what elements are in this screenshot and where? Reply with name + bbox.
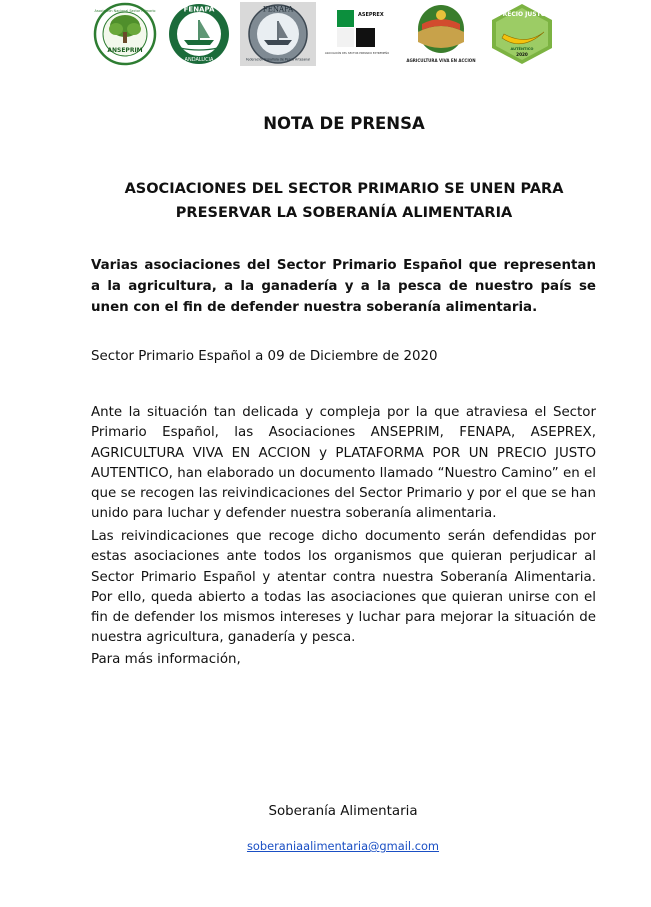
svg-text:AUTÉNTICO: AUTÉNTICO — [510, 47, 534, 51]
agricultura-viva-logo — [398, 2, 484, 66]
svg-text:ASOCIACIÓN DEL SECTOR PRIMARIO: ASOCIACIÓN DEL SECTOR PRIMARIO EXTREMEÑO — [324, 52, 390, 55]
svg-text:Asociación Nacional Sector Pri: Asociación Nacional Sector Primario — [94, 9, 156, 13]
email-link[interactable]: soberaniaalimentaria@gmail.com — [246, 839, 440, 853]
dateline: Sector Primario Español a 09 de Diciembre de 2020 — [91, 349, 438, 364]
fenapa-andalucia-logo — [164, 2, 234, 66]
body-paragraph-1: Ante la situación tan delicada y compleja por la que atraviesa el Sector Primario Español, las Asociaciones ANSEPRIM, FENAPA, ASEPREX, AGRICULTURA VIVA EN ACCION y PLATAFORMA POR UN PRECIO JUSTO AUTENTICO, han elaborado un documento llamado “Nuestro Camino” en el que se recogen las reivindicaciones del Sector Primario y por el que se han unido para luchar y defender nuestra soberanía alimentaria. — [91, 405, 596, 522]
headline-line-1: ASOCIACIONES DEL SECTOR PRIMARIO SE UNEN PARA — [124, 181, 564, 197]
svg-text:FENAPA: FENAPA — [262, 5, 294, 14]
body-paragraph-2: Las reivindicaciones que recoge dicho documento serán defendidas por estas asociaciones ante todos los organismos que quieran perjudicar al Sector Primario Español y atentar contra nuestra Soberanía Alimentaria. Por ello, queda abierto a todas las asociaciones que quieran unirse con el fin de defender los mismos intereses y luchar para mejorar la situación de nuestra agricultura, ganadería y pesca. — [91, 529, 596, 646]
aseprex-logo — [322, 2, 392, 66]
lead-paragraph: Varias asociaciones del Sector Primario Español que representan a la agricultura, a la ganadería y a la pesca de nuestro país se unen con el fin de defender nuestra soberanía alimentaria. — [91, 258, 596, 315]
headline — [100, 177, 588, 225]
svg-text:ANDALUCIA: ANDALUCIA — [184, 57, 214, 63]
press-release-title: NOTA DE PRENSA — [263, 114, 425, 133]
svg-text:PRECIO JUSTO: PRECIO JUSTO — [498, 11, 546, 18]
body-paragraph-3: Para más información, — [91, 652, 241, 667]
logo-strip — [0, 0, 651, 70]
svg-text:ASEPREX: ASEPREX — [358, 12, 384, 18]
svg-text:AGRICULTURA VIVA EN ACCION: AGRICULTURA VIVA EN ACCION — [406, 58, 476, 63]
svg-text:ANSEPRIM: ANSEPRIM — [107, 47, 143, 54]
svg-text:2020: 2020 — [516, 52, 528, 57]
anseprim-logo — [92, 2, 158, 66]
svg-text:FENAPA: FENAPA — [183, 5, 215, 14]
email-line — [0, 839, 651, 853]
svg-text:Federación Española de Pesca A: Federación Española de Pesca Artesanal — [245, 57, 311, 62]
signature: Soberanía Alimentaria — [268, 804, 418, 819]
headline-line-2: PRESERVAR LA SOBERANÍA ALIMENTARIA — [175, 205, 513, 221]
fenapa-logo — [240, 2, 316, 66]
precio-justo-logo — [486, 2, 558, 66]
